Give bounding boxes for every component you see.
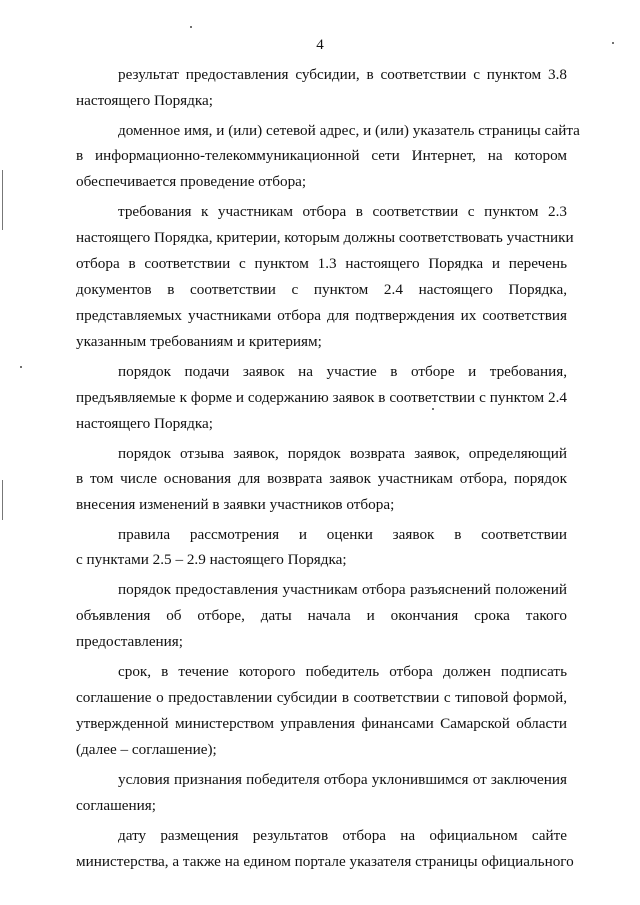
- text-line: срок, в течение которого победитель отбора должен подписать: [118, 663, 567, 680]
- text-line: соглашения;: [76, 797, 157, 814]
- text-line: предоставления;: [76, 633, 184, 650]
- text-line: условия признания победителя отбора уклонившимся от заключения: [118, 771, 567, 788]
- text-line: объявления об отборе, даты начала и окончания срока такого: [76, 607, 567, 624]
- scan-edge-line: [2, 480, 3, 520]
- scan-speck: [20, 366, 22, 368]
- page-number: 4: [316, 37, 324, 53]
- text-line: настоящего Порядка;: [76, 415, 213, 432]
- text-line: внесения изменений в заявки участников отбора;: [76, 496, 395, 513]
- text-line: указанным требованиям и критериям;: [76, 333, 322, 350]
- text-line: в том числе основания для возврата заявок участникам отбора, порядок: [76, 470, 567, 487]
- text-line: результат предоставления субсидии, в соответствии с пунктом 3.8: [118, 66, 567, 83]
- text-line: (далее – соглашение);: [76, 741, 217, 758]
- text-line: порядок подачи заявок на участие в отборе и требования,: [118, 363, 567, 380]
- text-line: доменное имя, и (или) сетевой адрес, и (или) указатель страницы сайта: [118, 122, 580, 139]
- scan-edge-line: [2, 170, 3, 230]
- text-line: настоящего Порядка;: [76, 92, 213, 109]
- text-line: с пунктами 2.5 – 2.9 настоящего Порядка;: [76, 551, 347, 568]
- text-line: утвержденной министерством управления финансами Самарской области: [76, 715, 567, 732]
- text-line: обеспечивается проведение отбора;: [76, 173, 307, 190]
- text-line: требования к участникам отбора в соответствии с пунктом 2.3: [118, 203, 567, 220]
- text-line: порядок отзыва заявок, порядок возврата заявок, определяющий: [118, 445, 567, 462]
- scan-speck: [190, 26, 192, 28]
- text-line: дату размещения результатов отбора на официальном сайте: [118, 827, 567, 844]
- text-line: правила рассмотрения и оценки заявок в соответствии: [118, 526, 567, 543]
- text-line: порядок предоставления участникам отбора разъяснений положений: [118, 581, 567, 598]
- text-line: предъявляемые к форме и содержанию заявок в соответствии с пунктом 2.4: [76, 389, 567, 406]
- text-line: в информационно-телекоммуникационной сети Интернет, на котором: [76, 147, 567, 164]
- text-line: представляемых участниками отбора для подтверждения их соответствия: [76, 307, 567, 324]
- text-line: настоящего Порядка, критерии, которым должны соответствовать участники: [76, 229, 574, 246]
- text-line: документов в соответствии с пунктом 2.4 настоящего Порядка,: [76, 281, 567, 298]
- text-line: министерства, а также на едином портале указателя страницы официального: [76, 853, 574, 870]
- text-line: соглашение о предоставлении субсидии в соответствии с типовой формой,: [76, 689, 567, 706]
- scan-speck: [612, 42, 614, 44]
- scan-speck: [432, 408, 434, 410]
- text-line: отбора в соответствии с пунктом 1.3 настоящего Порядка и перечень: [76, 255, 567, 272]
